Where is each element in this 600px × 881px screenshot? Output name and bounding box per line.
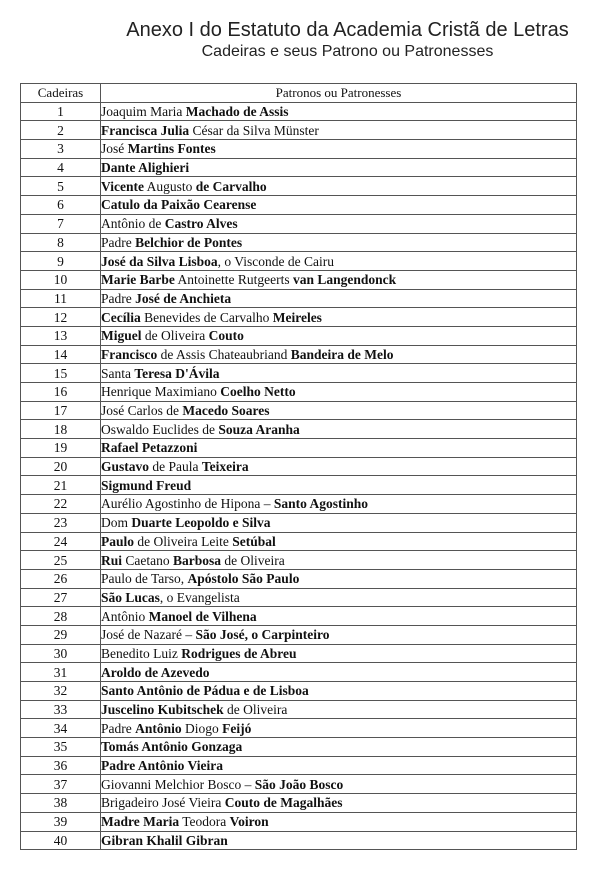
table-row <box>21 607 577 626</box>
cadeira-number: 23 <box>21 513 101 532</box>
patron-name-bold-part: Martins Fontes <box>127 141 216 157</box>
patron-name-part: de Oliveira <box>221 552 285 568</box>
patron-name-bold-part: Sigmund Freud <box>101 477 192 493</box>
patron-name-part: Aurélio Agostinho de Hipona – <box>101 496 274 512</box>
patron-name-part: Benedito Luiz <box>101 645 182 661</box>
document-subtitle: Cadeiras e seus Patrono ou Patronesses <box>201 43 494 60</box>
cadeira-number: 25 <box>21 551 101 570</box>
cadeira-number: 34 <box>21 719 101 738</box>
patron-name <box>101 513 577 532</box>
cadeira-number: 5 <box>21 177 101 196</box>
patron-name <box>101 196 577 215</box>
patron-name-part: de Oliveira <box>141 328 209 344</box>
table-row <box>21 420 577 439</box>
patron-name-bold-part: Gibran Khalil Gibran <box>101 832 228 848</box>
cadeira-number: 10 <box>21 270 101 289</box>
cadeira-number: 8 <box>21 233 101 252</box>
patron-name-bold-part: Teixeira <box>201 459 249 475</box>
cadeira-number: 15 <box>21 364 101 383</box>
patron-name-part: Caetano <box>122 552 173 568</box>
table-row <box>21 700 577 719</box>
patron-name-part: Antônio de <box>101 216 165 232</box>
table-row <box>21 308 577 327</box>
patron-name-bold-part: Coelho Netto <box>220 384 296 400</box>
patron-name-part: Padre <box>101 720 136 736</box>
patron-name-bold-part: São José, o Carpinteiro <box>195 627 330 643</box>
patron-name <box>101 326 577 345</box>
table-row <box>21 345 577 364</box>
cadeira-number: 17 <box>21 401 101 420</box>
table-row <box>21 270 577 289</box>
patron-name <box>101 476 577 495</box>
table-header-row <box>21 84 577 103</box>
patron-name-part: José de Nazaré – <box>101 627 196 643</box>
table-row <box>21 196 577 215</box>
patron-name-bold-part: Couto <box>208 328 244 344</box>
table-row <box>21 252 577 271</box>
cadeira-number: 31 <box>21 663 101 682</box>
patron-name <box>101 663 577 682</box>
cadeira-number: 12 <box>21 308 101 327</box>
patron-name-part: Santa <box>101 365 135 381</box>
patron-name-bold-part: Feijó <box>222 720 252 736</box>
cadeira-number: 16 <box>21 383 101 402</box>
table-row <box>21 140 577 159</box>
table-row <box>21 831 577 850</box>
patron-name-bold-part: Antônio <box>135 720 182 736</box>
patron-name-bold-part: Juscelino Kubitschek <box>101 702 224 718</box>
cadeira-number: 22 <box>21 495 101 514</box>
document-title: Anexo I do Estatuto da Academia Cristã de Letras <box>126 19 569 41</box>
table-row <box>21 476 577 495</box>
table-row <box>21 401 577 420</box>
patron-name <box>101 214 577 233</box>
table-row <box>21 457 577 476</box>
patron-name <box>101 401 577 420</box>
table-row <box>21 495 577 514</box>
patron-name-part: Henrique Maximiano <box>101 384 221 400</box>
patron-name-bold-part: Catulo da Paixão Cearense <box>101 197 257 213</box>
patron-name-bold-part: Cecília <box>101 309 141 325</box>
table-row <box>21 569 577 588</box>
table-row <box>21 719 577 738</box>
cadeira-number: 21 <box>21 476 101 495</box>
patron-name <box>101 794 577 813</box>
patron-name <box>101 233 577 252</box>
patron-name-bold-part: Rafael Petazzoni <box>101 440 198 456</box>
table-row <box>21 364 577 383</box>
header-cadeiras: Cadeiras <box>21 84 101 103</box>
patron-name-part: , o Visconde de Cairu <box>217 253 334 269</box>
patron-name <box>101 383 577 402</box>
patron-name-bold-part: São Lucas <box>101 589 160 605</box>
cadeira-number: 35 <box>21 738 101 757</box>
cadeira-number: 11 <box>21 289 101 308</box>
table-row <box>21 775 577 794</box>
cadeira-number: 29 <box>21 625 101 644</box>
patron-name-bold-part: Manoel de Vilhena <box>148 608 257 624</box>
patron-name-bold-part: Aroldo de Azevedo <box>101 664 210 680</box>
patron-name <box>101 700 577 719</box>
table-row <box>21 625 577 644</box>
patron-name-part: Oswaldo Euclides de <box>101 421 219 437</box>
patron-name-bold-part: Santo Antônio de Pádua e de Lisboa <box>101 683 309 699</box>
patron-name-part: Teodora <box>179 814 230 830</box>
patron-name <box>101 457 577 476</box>
patron-name <box>101 121 577 140</box>
patron-name <box>101 439 577 458</box>
patron-name <box>101 588 577 607</box>
patron-name-part: José Carlos de <box>101 403 183 419</box>
patron-name-bold-part: Francisca Julia <box>101 122 190 138</box>
patron-name <box>101 345 577 364</box>
patron-name-part: Dom <box>101 515 132 531</box>
patron-name-bold-part: Francisco <box>101 346 158 362</box>
patron-name-bold-part: Rui <box>101 552 123 568</box>
patron-name-bold-part: Rodrigues de Abreu <box>181 645 297 661</box>
table-row <box>21 738 577 757</box>
table-row <box>21 644 577 663</box>
patron-name <box>101 569 577 588</box>
table-row <box>21 812 577 831</box>
table-row <box>21 588 577 607</box>
patron-name <box>101 719 577 738</box>
cadeira-number: 40 <box>21 831 101 850</box>
patron-name-bold-part: Padre Antônio Vieira <box>101 758 224 774</box>
table-row <box>21 233 577 252</box>
cadeira-number: 24 <box>21 532 101 551</box>
patron-name-bold-part: Teresa D'Ávila <box>134 365 220 381</box>
table-row <box>21 326 577 345</box>
cadeira-number: 18 <box>21 420 101 439</box>
patron-name <box>101 532 577 551</box>
patron-name-bold-part: São João Bosco <box>254 776 344 792</box>
patron-name-part: Giovanni Melchior Bosco – <box>101 776 255 792</box>
patron-name <box>101 756 577 775</box>
document-title-block <box>0 18 600 62</box>
patron-name-part: Padre <box>101 290 136 306</box>
patron-name <box>101 495 577 514</box>
cadeira-number: 14 <box>21 345 101 364</box>
patron-name <box>101 625 577 644</box>
patron-name-bold-part: Setúbal <box>232 533 276 549</box>
patron-name-bold-part: Belchior de Pontes <box>135 234 243 250</box>
patron-name-part: Paulo de Tarso, <box>101 571 188 587</box>
patron-name <box>101 607 577 626</box>
patron-name-bold-part: Miguel <box>101 328 142 344</box>
table-row <box>21 383 577 402</box>
patron-name <box>101 831 577 850</box>
table-row <box>21 663 577 682</box>
patron-name-bold-part: Duarte Leopoldo e Silva <box>131 515 271 531</box>
patron-name <box>101 420 577 439</box>
patron-name-part: Padre <box>101 234 136 250</box>
patron-name <box>101 812 577 831</box>
table-row <box>21 682 577 701</box>
patron-name-bold-part: Paulo <box>101 533 135 549</box>
patron-name-part: José <box>101 141 128 157</box>
patron-name-bold-part: Tomás Antônio Gonzaga <box>101 739 243 755</box>
cadeira-number: 4 <box>21 158 101 177</box>
patron-name-part: de Assis Chateaubriand <box>157 346 291 362</box>
table-row <box>21 158 577 177</box>
table-row <box>21 177 577 196</box>
patron-name-part: Antônio <box>101 608 149 624</box>
patron-name-bold-part: José da Silva Lisboa <box>101 253 218 269</box>
cadeira-number: 9 <box>21 252 101 271</box>
cadeira-number: 27 <box>21 588 101 607</box>
patron-name <box>101 177 577 196</box>
table-row <box>21 551 577 570</box>
patron-name <box>101 775 577 794</box>
cadeira-number: 7 <box>21 214 101 233</box>
cadeira-number: 36 <box>21 756 101 775</box>
patron-name <box>101 140 577 159</box>
patron-name-part: Augusto <box>143 178 196 194</box>
patron-name <box>101 682 577 701</box>
patron-name-bold-part: Meireles <box>272 309 322 325</box>
patron-name-bold-part: Gustavo <box>101 459 150 475</box>
cadeira-number: 3 <box>21 140 101 159</box>
patron-name-bold-part: Marie Barbe <box>101 272 175 288</box>
patron-name-part: Brigadeiro José Vieira <box>101 795 225 811</box>
patron-name-bold-part: Apóstolo São Paulo <box>187 571 300 587</box>
patron-name <box>101 551 577 570</box>
cadeira-number: 37 <box>21 775 101 794</box>
patron-name-bold-part: Machado de Assis <box>185 104 289 120</box>
table-row <box>21 532 577 551</box>
patron-name-part: Antoinette Rutgeerts <box>174 272 293 288</box>
patron-name-bold-part: Santo Agostinho <box>273 496 369 512</box>
table-row <box>21 513 577 532</box>
table-body <box>21 102 577 850</box>
cadeira-number: 2 <box>21 121 101 140</box>
patron-name-bold-part: Madre Maria <box>101 814 180 830</box>
table-row <box>21 214 577 233</box>
patron-name <box>101 252 577 271</box>
patron-name-bold-part: Dante Alighieri <box>101 160 190 176</box>
patron-name-bold-part: José de Anchieta <box>135 290 232 306</box>
cadeira-number: 30 <box>21 644 101 663</box>
patron-name-bold-part: Voiron <box>229 814 269 830</box>
table-row <box>21 289 577 308</box>
patron-name <box>101 364 577 383</box>
cadeira-number: 20 <box>21 457 101 476</box>
patron-name-bold-part: Vicente <box>101 178 144 194</box>
patron-name-bold-part: de Carvalho <box>195 178 267 194</box>
patron-name-part: de Oliveira <box>223 702 288 718</box>
cadeira-number: 6 <box>21 196 101 215</box>
patron-name-bold-part: Macedo Soares <box>182 403 270 419</box>
patron-name <box>101 102 577 121</box>
patron-name-part: Benevides de Carvalho <box>140 309 273 325</box>
cadeira-number: 39 <box>21 812 101 831</box>
cadeira-number: 1 <box>21 102 101 121</box>
patron-name-part: de Paula <box>149 459 202 475</box>
patron-name <box>101 158 577 177</box>
table-row <box>21 121 577 140</box>
cadeira-number: 13 <box>21 326 101 345</box>
patron-name <box>101 308 577 327</box>
cadeira-number: 19 <box>21 439 101 458</box>
cadeira-number: 32 <box>21 682 101 701</box>
patron-name-part: , o Evangelista <box>159 589 240 605</box>
patron-name <box>101 289 577 308</box>
patron-name-part: Diogo <box>181 720 223 736</box>
patron-name <box>101 738 577 757</box>
cadeira-number: 33 <box>21 700 101 719</box>
cadeira-number: 38 <box>21 794 101 813</box>
patron-name-bold-part: Castro Alves <box>164 216 238 232</box>
table-row <box>21 794 577 813</box>
table-row <box>21 756 577 775</box>
cadeira-number: 26 <box>21 569 101 588</box>
patron-name-part: Joaquim Maria <box>101 104 186 120</box>
patron-name-part: César da Silva Münster <box>189 122 319 138</box>
patron-name <box>101 270 577 289</box>
table-row <box>21 439 577 458</box>
header-patronos: Patronos ou Patronesses <box>101 84 577 103</box>
patron-name-part: de Oliveira Leite <box>134 533 233 549</box>
patron-name-bold-part: Bandeira de Melo <box>290 346 394 362</box>
patron-name-bold-part: Barbosa <box>173 552 222 568</box>
patron-name <box>101 644 577 663</box>
patron-name-bold-part: van Langendonck <box>292 272 397 288</box>
patron-name-bold-part: Souza Aranha <box>218 421 300 437</box>
table-row <box>21 102 577 121</box>
patron-name-bold-part: Couto de Magalhães <box>224 795 343 811</box>
patrons-table <box>20 83 577 850</box>
cadeira-number: 28 <box>21 607 101 626</box>
